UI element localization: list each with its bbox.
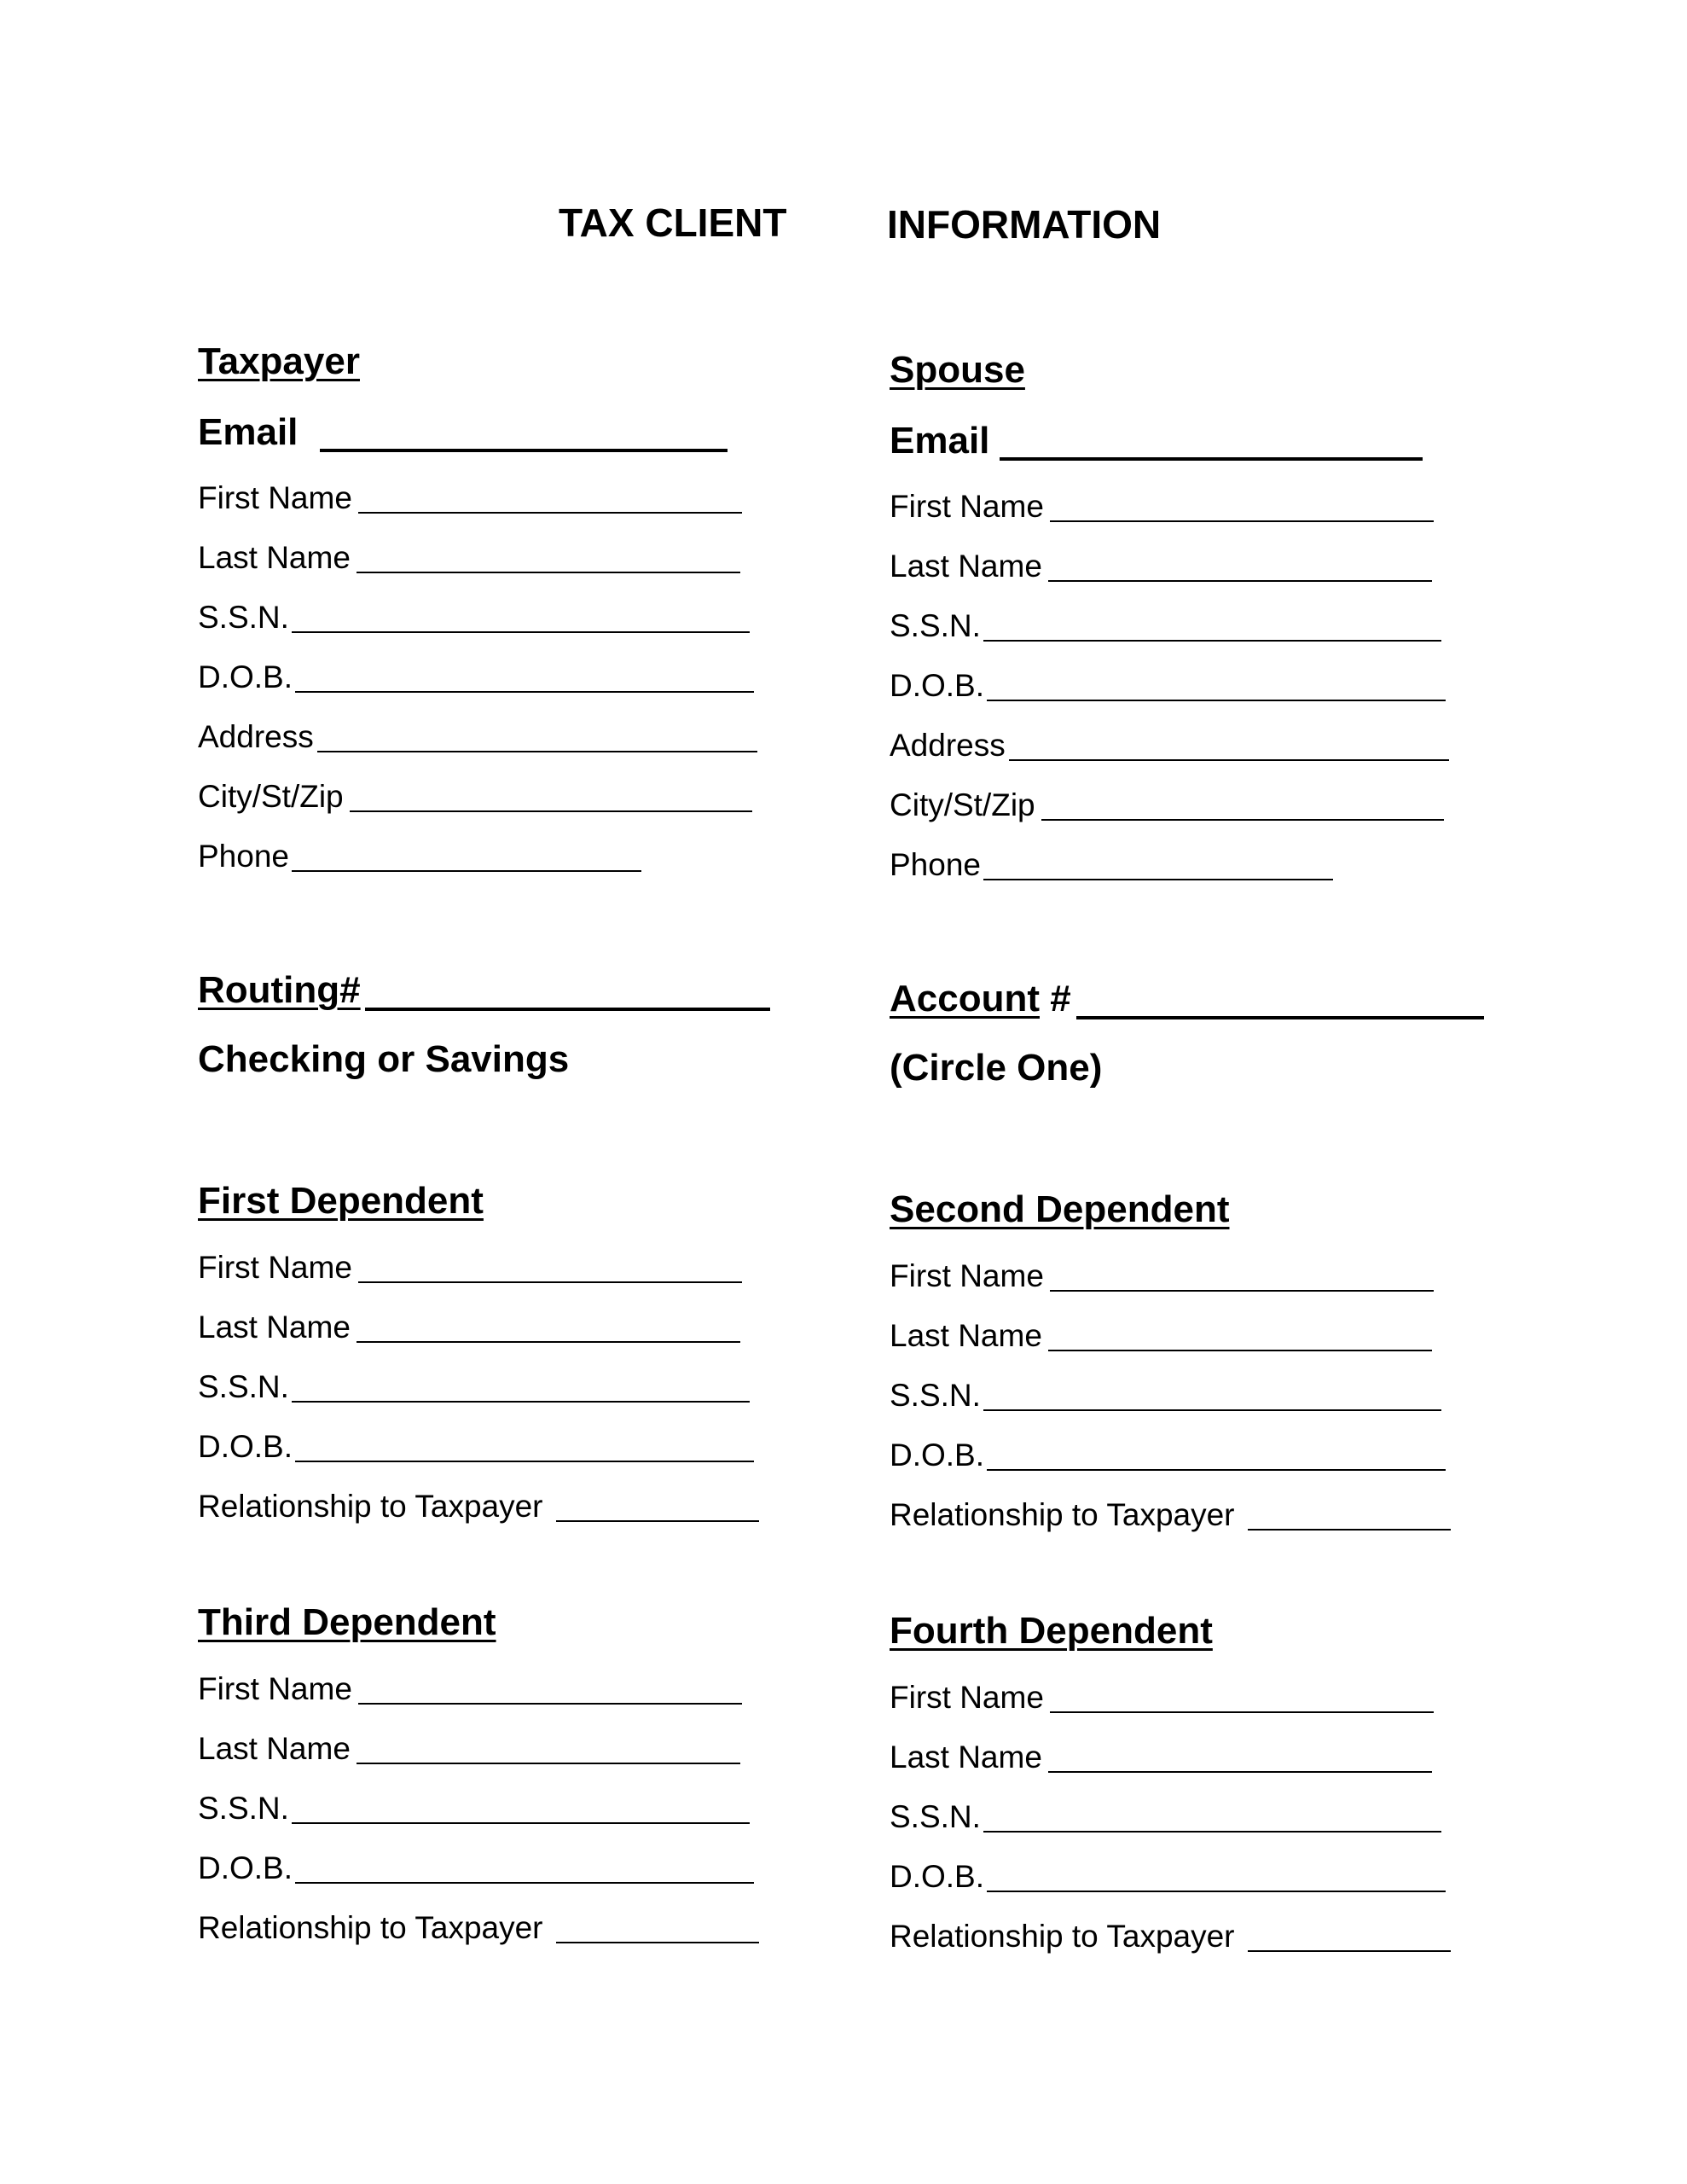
spouse-email-line[interactable]	[1000, 457, 1423, 461]
dep1-dob-line[interactable]	[295, 1461, 754, 1462]
dep1-relationship-line[interactable]	[556, 1520, 759, 1522]
dep2-dob-label: D.O.B.	[890, 1438, 985, 1472]
dep1-ssn-line[interactable]	[292, 1401, 750, 1403]
dep1-ssn-label: S.S.N.	[198, 1369, 289, 1404]
taxpayer-ssn-label: S.S.N.	[198, 600, 289, 635]
taxpayer-email-line[interactable]	[320, 449, 728, 452]
spouse-city-st-zip-line[interactable]	[1041, 819, 1444, 821]
taxpayer-first-name-label: First Name	[198, 480, 352, 515]
dep3-relationship-line[interactable]	[556, 1942, 759, 1943]
taxpayer-city-st-zip-label: City/St/Zip	[198, 779, 344, 814]
spouse-address-line[interactable]	[1009, 759, 1449, 761]
first-dependent-heading: First Dependent	[198, 1180, 484, 1222]
dep1-first-name-label: First Name	[198, 1250, 352, 1285]
dep4-relationship-label: Relationship to Taxpayer	[890, 1919, 1235, 1954]
taxpayer-phone-line[interactable]	[292, 870, 641, 872]
taxpayer-phone-label: Phone	[198, 839, 289, 874]
taxpayer-heading: Taxpayer	[198, 340, 360, 382]
dep1-first-name-line[interactable]	[358, 1281, 742, 1283]
account-label-text: Account	[890, 978, 1040, 1019]
taxpayer-first-name-line[interactable]	[358, 512, 742, 514]
dep3-relationship-label: Relationship to Taxpayer	[198, 1910, 543, 1945]
circle-one-instruction: (Circle One)	[890, 1047, 1103, 1089]
title-right: INFORMATION	[887, 202, 1162, 247]
dep4-last-name-label: Last Name	[890, 1740, 1042, 1774]
dep4-dob-label: D.O.B.	[890, 1859, 985, 1894]
dep4-first-name-label: First Name	[890, 1680, 1044, 1715]
dep4-first-name-line[interactable]	[1050, 1711, 1434, 1713]
dep3-last-name-line[interactable]	[357, 1763, 740, 1764]
title-left: TAX CLIENT	[559, 200, 787, 245]
taxpayer-last-name-label: Last Name	[198, 540, 351, 575]
second-dependent-heading: Second Dependent	[890, 1188, 1230, 1230]
taxpayer-ssn-line[interactable]	[292, 631, 750, 633]
dep2-dob-line[interactable]	[987, 1469, 1446, 1471]
fourth-dependent-heading: Fourth Dependent	[890, 1610, 1213, 1652]
spouse-address-label: Address	[890, 728, 1006, 763]
taxpayer-address-label: Address	[198, 719, 314, 754]
dep3-ssn-label: S.S.N.	[198, 1791, 289, 1826]
spouse-email-label: Email	[890, 420, 990, 462]
dep4-relationship-line[interactable]	[1248, 1950, 1451, 1952]
dep2-ssn-label: S.S.N.	[890, 1378, 981, 1413]
spouse-last-name-line[interactable]	[1048, 580, 1432, 582]
spouse-dob-line[interactable]	[987, 700, 1446, 701]
dep2-relationship-label: Relationship to Taxpayer	[890, 1497, 1235, 1532]
dep3-dob-line[interactable]	[295, 1882, 754, 1884]
dep4-dob-line[interactable]	[987, 1891, 1446, 1892]
taxpayer-address-line[interactable]	[317, 751, 757, 752]
spouse-dob-label: D.O.B.	[890, 668, 985, 703]
taxpayer-dob-label: D.O.B.	[198, 659, 293, 694]
dep2-last-name-line[interactable]	[1048, 1350, 1432, 1351]
taxpayer-last-name-line[interactable]	[357, 572, 740, 573]
dep1-last-name-label: Last Name	[198, 1310, 351, 1345]
dep3-last-name-label: Last Name	[198, 1731, 351, 1766]
spouse-first-name-label: First Name	[890, 489, 1044, 524]
routing-line[interactable]	[365, 1008, 770, 1011]
account-label-suffix: #	[1040, 978, 1071, 1019]
spouse-ssn-line[interactable]	[983, 640, 1441, 642]
account-line[interactable]	[1076, 1016, 1484, 1019]
spouse-phone-line[interactable]	[983, 879, 1333, 880]
spouse-first-name-line[interactable]	[1050, 520, 1434, 522]
dep3-ssn-line[interactable]	[292, 1822, 750, 1824]
taxpayer-city-st-zip-line[interactable]	[350, 810, 752, 812]
dep4-last-name-line[interactable]	[1048, 1771, 1432, 1773]
dep2-first-name-line[interactable]	[1050, 1290, 1434, 1292]
spouse-heading: Spouse	[890, 349, 1025, 391]
dep1-relationship-label: Relationship to Taxpayer	[198, 1489, 543, 1524]
dep3-first-name-label: First Name	[198, 1671, 352, 1706]
dep4-ssn-line[interactable]	[983, 1831, 1441, 1833]
dep1-dob-label: D.O.B.	[198, 1429, 293, 1464]
spouse-city-st-zip-label: City/St/Zip	[890, 787, 1035, 822]
dep1-last-name-line[interactable]	[357, 1341, 740, 1343]
third-dependent-heading: Third Dependent	[198, 1601, 496, 1643]
account-label	[890, 980, 1071, 1018]
spouse-last-name-label: Last Name	[890, 549, 1042, 584]
spouse-ssn-label: S.S.N.	[890, 608, 981, 643]
dep2-last-name-label: Last Name	[890, 1318, 1042, 1353]
account-type-label: Checking or Savings	[198, 1038, 570, 1080]
dep2-ssn-line[interactable]	[983, 1409, 1441, 1411]
dep4-ssn-label: S.S.N.	[890, 1799, 981, 1834]
dep3-dob-label: D.O.B.	[198, 1850, 293, 1885]
dep2-relationship-line[interactable]	[1248, 1529, 1451, 1531]
taxpayer-dob-line[interactable]	[295, 691, 754, 693]
spouse-phone-label: Phone	[890, 847, 981, 882]
dep3-first-name-line[interactable]	[358, 1703, 742, 1705]
routing-label: Routing#	[198, 969, 361, 1011]
dep2-first-name-label: First Name	[890, 1258, 1044, 1293]
taxpayer-email-label: Email	[198, 411, 299, 453]
